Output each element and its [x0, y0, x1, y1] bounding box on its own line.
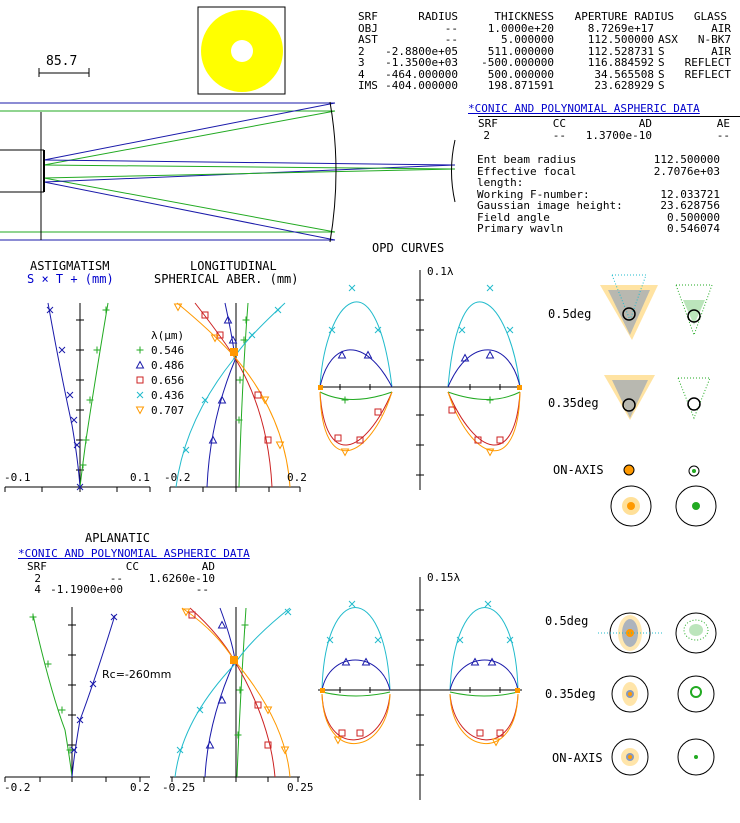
aspheric-title-1: *CONIC AND POLYNOMIAL ASPHERIC DATA [468, 102, 700, 115]
top-astig-title: ASTIGMATISM [30, 259, 110, 273]
surface-thickness: 5.000000 [501, 33, 554, 46]
bot-long-xmin: -0.25 [162, 781, 196, 794]
bot-astig-xmin: -0.2 [4, 781, 31, 794]
system-data-label: Field angle [477, 210, 550, 224]
top-spot-diagrams [600, 275, 716, 526]
top-opd-scale: 0.1λ [427, 265, 454, 278]
system-data-row [477, 223, 720, 235]
asp2-row1-ad: 1.6260e-10 [148, 571, 215, 585]
surface-glass [678, 80, 731, 92]
top-long-title: LONGITUDINAL [190, 259, 277, 273]
top-field-axis: ON-AXIS [553, 463, 604, 477]
surface-flag: S [658, 44, 665, 58]
hdr-srf: SRF [358, 10, 378, 23]
bot-field-axis: ON-AXIS [552, 751, 603, 765]
system-data-value: 0.546074 [667, 222, 720, 235]
asp2-hdr-srf: SRF [27, 560, 47, 573]
top-astig-sub: S × T + (mm) [27, 272, 114, 286]
surface-srf: OBJ [358, 21, 378, 35]
spot-top-05deg-poly [600, 275, 658, 340]
aplanatic-title: APLANATIC [85, 531, 151, 545]
asp2-row2-cc: -1.1900e+00 [50, 583, 123, 596]
top-long-xmax: 0.2 [287, 471, 307, 484]
aspheric-title-2: *CONIC AND POLYNOMIAL ASPHERIC DATA [18, 547, 250, 560]
surface-radius: -2.8800e+05 [385, 44, 458, 58]
legend-item-546: 0.546 [151, 344, 185, 357]
surface-radius: -- [444, 21, 458, 35]
scale-bar [39, 68, 89, 77]
surface-srf: 2 [358, 44, 365, 58]
surface-srf: IMS [358, 79, 378, 92]
surface-flag: ASX [658, 33, 678, 46]
surface-radius: -464.000000 [385, 67, 458, 81]
top-field-035: 0.35deg [548, 396, 599, 410]
spot-top-035deg-mono [678, 378, 710, 418]
asp1-hdr-cc: CC [552, 117, 566, 130]
hdr-radius: RADIUS [418, 10, 458, 23]
system-data-row [477, 166, 720, 189]
asp2-hdr-ad: AD [201, 560, 215, 573]
opd-title: OPD CURVES [372, 241, 445, 255]
system-data-label: Gaussian image height: [477, 199, 623, 212]
spot-top-05deg-mono [676, 285, 712, 335]
top-opd-plot [318, 270, 522, 490]
surface-glass: AIR [711, 21, 731, 35]
spot-top-onaxis-large [611, 486, 716, 526]
system-data-value: 2.7076e+03 [653, 164, 720, 178]
asp1-ad: 1.3700e-10 [585, 128, 652, 141]
surface-radius: -- [444, 33, 458, 46]
surface-glass: N-BK7 [697, 33, 731, 46]
top-field-05: 0.5deg [548, 307, 592, 321]
surface-row [358, 34, 731, 46]
surface-glass: AIR [711, 44, 731, 58]
legend-item-707: 0.707 [151, 404, 185, 417]
legend-markers [137, 347, 144, 414]
surface-thickness: 511.000000 [487, 44, 554, 58]
asp2-row2-srf: 4 [34, 583, 41, 596]
asp1-hdr-ad: AD [638, 117, 652, 130]
surface-thickness: 1.0000e+20 [487, 21, 554, 35]
surface-flag: S [658, 67, 665, 81]
top-long-sub: SPHERICAL ABER. (mm) [154, 272, 299, 286]
surface-row [358, 80, 731, 92]
surface-glass: REFLECT [684, 67, 731, 81]
surface-aperture: 112.528731 [587, 44, 654, 58]
top-astig-xmax: 0.1 [130, 471, 150, 484]
hdr-thickness: THICKNESS [494, 10, 554, 23]
system-data-label: Working F-number: [477, 187, 590, 201]
bot-field-05: 0.5deg [545, 614, 589, 628]
bottom-astigmatism-plot [5, 607, 150, 782]
surface-thickness: 500.000000 [487, 67, 554, 81]
system-data-value: 23.628756 [660, 199, 720, 212]
surface-srf: 3 [358, 56, 365, 69]
surface-thickness: 198.871591 [487, 79, 554, 92]
bot-opd-scale: 0.15λ [427, 571, 461, 584]
surface-srf: AST [358, 33, 378, 46]
surface-aperture: 34.565508 [594, 67, 654, 81]
top-longitudinal-plot [170, 303, 300, 492]
surface-table [358, 11, 731, 92]
surface-srf: 4 [358, 67, 365, 81]
system-data-value: 112.500000 [653, 153, 720, 166]
scale-bar-label: 85.7 [46, 54, 78, 69]
legend-item-656: 0.656 [151, 374, 185, 387]
surface-flag: S [658, 56, 665, 69]
asp1-cc: -- [552, 128, 566, 141]
bottom-longitudinal-plot [170, 607, 300, 782]
spot-top-onaxis-small [624, 465, 699, 476]
legend-title: λ(μm) [151, 329, 185, 342]
aspheric-table-1 [478, 116, 740, 141]
surface-aperture: 112.500000 [587, 33, 654, 46]
surface-radius: -404.000000 [385, 79, 458, 92]
system-data-value: 12.033721 [660, 187, 720, 201]
spot-bot-05deg [598, 613, 716, 653]
bottom-spot-diagrams [598, 613, 716, 775]
system-data-label: Ent beam radius [477, 153, 577, 166]
system-data-row [477, 154, 720, 166]
asp2-hdr-cc: CC [125, 560, 139, 573]
system-data-label: Effective focal length: [477, 164, 577, 189]
surface-row [358, 57, 731, 69]
telescope-layout [0, 102, 455, 242]
surface-flag: S [658, 79, 665, 92]
beam-footprint [198, 7, 285, 94]
asp1-ae: -- [716, 128, 730, 141]
bot-astig-xmax: 0.2 [130, 781, 150, 794]
system-data-row [477, 200, 720, 212]
surface-thickness: -500.000000 [481, 56, 554, 69]
legend-item-486: 0.486 [151, 359, 185, 372]
top-astigmatism-plot [5, 303, 150, 492]
spot-bot-035deg [612, 676, 714, 712]
system-data-label: Primary wavln [477, 222, 564, 235]
asp2-row1-cc: -- [109, 571, 123, 585]
aspheric-table-2 [27, 561, 215, 596]
bottom-opd-plot [318, 577, 522, 800]
system-data-value: 0.500000 [667, 210, 720, 224]
surface-aperture: 8.7269e+17 [587, 21, 654, 35]
surface-aperture: 116.884592 [587, 56, 654, 69]
asp1-srf: 2 [483, 128, 490, 141]
surface-radius: -1.3500e+03 [385, 56, 458, 69]
surface-aperture: 23.628929 [594, 79, 654, 92]
asp1-hdr-srf: SRF [478, 117, 498, 130]
asp1-hdr-ae: AE [716, 117, 730, 130]
hdr-glass: GLASS [693, 10, 727, 23]
spot-bot-onaxis [612, 739, 714, 775]
rc-label: Rc=-260mm [102, 668, 172, 681]
system-data [477, 154, 720, 235]
bot-long-xmax: 0.25 [287, 781, 314, 794]
top-long-xmin: -0.2 [164, 471, 191, 484]
asp2-row1-srf: 2 [34, 571, 41, 585]
top-astig-xmin: -0.1 [4, 471, 31, 484]
bot-field-035: 0.35deg [545, 687, 596, 701]
spot-top-035deg-poly [604, 375, 655, 420]
legend-item-436: 0.436 [151, 389, 185, 402]
hdr-aperture: APERTURE RADIUS [574, 10, 674, 23]
surface-glass: REFLECT [684, 56, 731, 69]
asp2-row2-ad: -- [195, 583, 209, 596]
